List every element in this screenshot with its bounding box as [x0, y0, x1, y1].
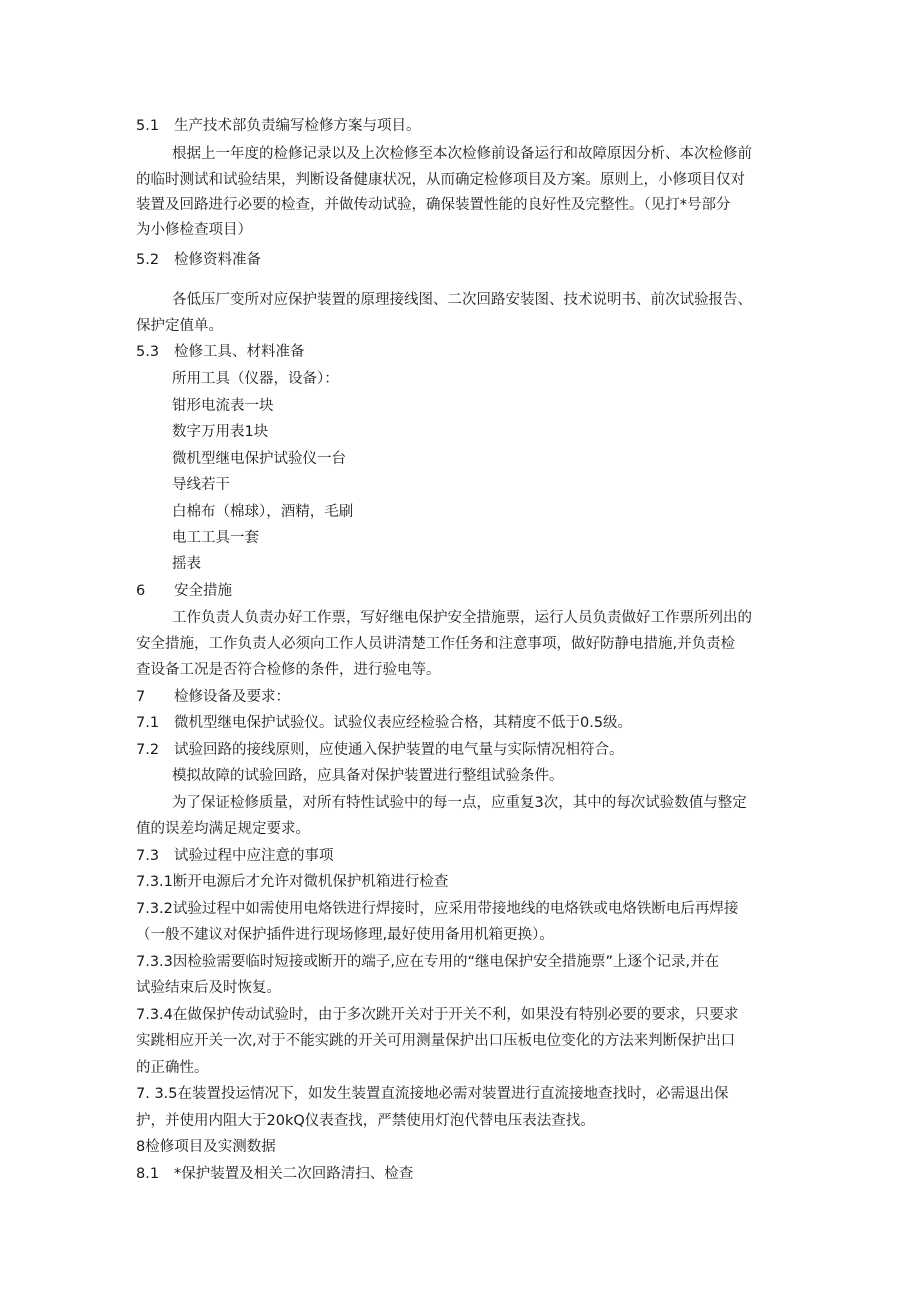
section-title: 生产技术部负责编写检修方案与项目。 — [174, 118, 421, 134]
heading-7-2 — [136, 740, 624, 760]
paragraph-line: 的临时测试和试验结果，判断设备健康状况，从而确定检修项目及方案。原则上，小修项目仅对 — [136, 172, 745, 188]
heading-5-3 — [136, 342, 305, 362]
heading-5-2 — [136, 250, 261, 270]
section-title: 试验回路的接线原则，应使通入保护装置的电气量与实际情况相符合。 — [174, 742, 624, 758]
section-title: 安全措施 — [174, 583, 232, 599]
heading-7-3 — [136, 846, 334, 866]
paragraph-line: 7. 3.5在装置投运情况下，如发生装置直流接地必需对装置进行直流接地查找时，必需退出保 — [136, 1086, 729, 1102]
item-7-3-1: 7.3.1断开电源后才允许对微机保护机箱进行检查 — [136, 874, 449, 890]
section-title: 检修设备及要求： — [174, 689, 290, 705]
section-title: 试验过程中应注意的事项 — [174, 848, 334, 864]
section-number: 7 — [136, 689, 146, 705]
section-title: 检修工具、材料准备 — [174, 344, 305, 360]
tool-item: 数字万用表1块 — [172, 424, 269, 440]
paragraph-line: 护，并使用内阻大于20kQ仪表查找，严禁使用灯泡代替电压表法查找。 — [136, 1113, 595, 1129]
section-number: 7.1 — [136, 715, 160, 731]
section-title: 检修资料准备 — [174, 252, 261, 268]
tool-item: 微机型继电保护试验仪一台 — [172, 451, 346, 467]
paragraph-line: 为小修检查项目） — [136, 222, 252, 238]
paragraph-line: 实跳相应开关一次,对于不能实跳的开关可用测量保护出口压板电位变化的方法来判断保护出口 — [136, 1033, 736, 1049]
paragraph-line: 7.3.4在做保护传动试验时，由于多次跳开关对于开关不利，如果没有特别必要的要求，只要求 — [136, 1007, 739, 1023]
paragraph-line: 值的误差均满足规定要求。 — [136, 821, 310, 837]
tool-item: 导线若干 — [172, 477, 230, 493]
tool-list-intro: 所用工具（仪器，设备）： — [172, 371, 339, 387]
tool-item: 白棉布（棉球），酒精，毛刷 — [172, 504, 354, 520]
section-number: 5.3 — [136, 344, 160, 360]
paragraph-line: 为了保证检修质量，对所有特性试验中的每一点，应重复3次，其中的每次试验数值与整定 — [172, 795, 747, 811]
section-title: 微机型继电保护试验仪。试验仪表应经检验合格，其精度不低于0.5级。 — [174, 715, 633, 731]
paragraph-line: 工作负责人负责办好工作票，写好继电保护安全措施票，运行人员负责做好工作票所列出的 — [172, 610, 752, 626]
paragraph-line: 7.3.2试验过程中如需使用电烙铁进行焊接时，应采用带接地线的电烙铁或电烙铁断电后再焊接 — [136, 901, 739, 917]
tool-item: 摇表 — [172, 556, 201, 572]
heading-6 — [136, 581, 232, 601]
paragraph-line: 装置及回路进行必要的检查，并做传动试验，确保装置性能的良好性及完整性。（见打*号部分 — [136, 197, 731, 213]
tool-item: 电工工具一套 — [172, 530, 259, 546]
section-number: 6 — [136, 583, 146, 599]
heading-7-1 — [136, 713, 632, 733]
section-number: 5.2 — [136, 252, 160, 268]
paragraph-line: 安全措施，工作负责人必须向工作人员讲清楚工作任务和注意事项，做好防静电措施,并负责检 — [136, 636, 736, 652]
heading-8-1 — [136, 1164, 413, 1184]
section-number: 7.3 — [136, 848, 160, 864]
paragraph-line: 的正确性。 — [136, 1060, 209, 1076]
heading-7 — [136, 687, 290, 707]
section-title: *保护装置及相关二次回路清扫、检查 — [174, 1166, 414, 1182]
paragraph-line: 保护定值单。 — [136, 318, 223, 334]
paragraph-line: （一般不建议对保护插件进行现场修理,最好使用备用机箱更换）。 — [136, 927, 554, 943]
paragraph-line: 查设备工况是否符合检修的条件，进行验电等。 — [136, 662, 441, 678]
paragraph-line: 7.3.3因检验需要临时短接或断开的端子,应在专用的“继电保护安全措施票”上逐个记录,并在 — [136, 954, 720, 970]
paragraph-line: 根据上一年度的检修记录以及上次检修至本次检修前设备运行和故障原因分析、本次检修前 — [172, 146, 752, 162]
section-number: 5.1 — [136, 118, 160, 134]
paragraph-line: 模拟故障的试验回路，应具备对保护装置进行整组试验条件。 — [172, 768, 564, 784]
paragraph-line: 试验结束后及时恢复。 — [136, 980, 281, 996]
section-number: 7.2 — [136, 742, 160, 758]
section-number: 8.1 — [136, 1166, 160, 1182]
paragraph-line: 各低压厂变所对应保护装置的原理接线图、二次回路安装图、技术说明书、前次试验报告、 — [172, 292, 752, 308]
heading-5-1 — [136, 116, 421, 136]
heading-8: 8检修项目及实测数据 — [136, 1139, 276, 1155]
tool-item: 钳形电流表一块 — [172, 398, 274, 414]
